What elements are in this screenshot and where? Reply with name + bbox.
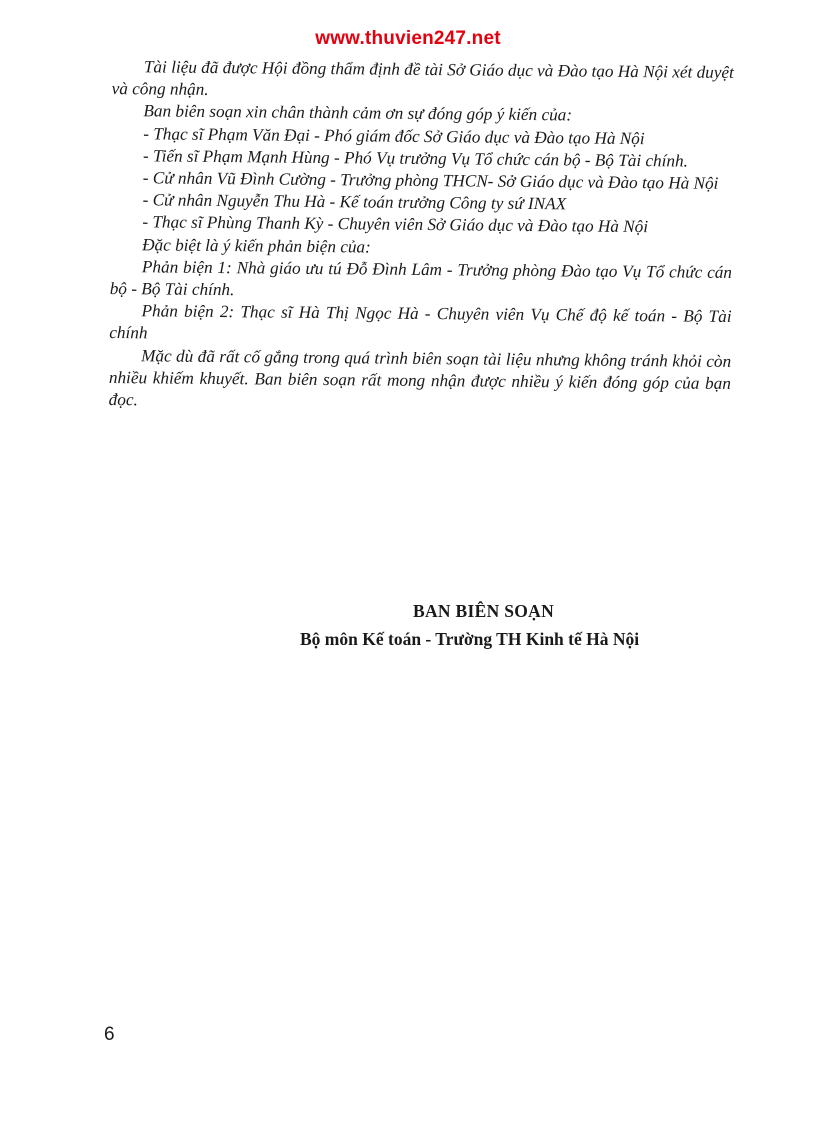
paragraph-thanks-intro: Ban biên soạn xin chân thành cảm ơn sự đóng góp ý kiến của:	[143, 101, 573, 125]
signature-department: Bộ môn Kế toán - Trường TH Kinh tế Hà Nội	[300, 629, 640, 649]
reviewer-item: Phản biện 1: Nhà giáo ưu tú Đỗ Đình Lâm - Trưởng phòng Đào tạo Vụ Tổ chức cán bộ - Bộ Tài chính.	[109, 257, 733, 300]
reviewer-item: Phản biện 2: Thạc sĩ Hà Thị Ngọc Hà - Chuyên viên Vụ Chế độ kế toán - Bộ Tài chính	[109, 301, 732, 343]
paragraph-closing: Mặc dù đã rất cố gắng trong quá trình biên soạn tài liệu nhưng không tránh khỏi còn nhiều khiếm khuyết. Ban biên soạn rất mong nhận được nhiều ý kiến đóng góp của bạn đọc.	[108, 345, 732, 410]
page-number: 6	[104, 1024, 115, 1045]
paragraph-approval: Tài liệu đã được Hội đồng thẩm định đề tài Sở Giáo dục và Đào tạo Hà Nội xét duyệt và công nhận.	[111, 57, 734, 100]
signature-block	[295, 597, 695, 653]
signature-title: BAN BIÊN SOẠN	[413, 601, 555, 621]
contributor-item: - Cử nhân Vũ Đình Cường - Trưởng phòng THCN- Sở Giáo dục và Đào tạo Hà Nội	[142, 168, 719, 193]
contributor-item: - Cử nhân Nguyễn Thu Hà - Kế toán trưởng Công ty sứ INAX	[142, 190, 567, 214]
watermark-url: www.thuvien247.net	[315, 28, 501, 49]
paragraph-review-intro: Đặc biệt là ý kiến phản biện của:	[142, 234, 371, 257]
contributor-item: - Tiến sĩ Phạm Mạnh Hùng - Phó Vụ trưởng Vụ Tổ chức cán bộ - Bộ Tài chính.	[142, 146, 689, 171]
contributor-item: - Thạc sĩ Phùng Thanh Kỳ - Chuyên viên Sở Giáo dục và Đào tạo Hà Nội	[142, 212, 649, 237]
acknowledgement-text	[109, 56, 734, 417]
contributor-item: - Thạc sĩ Phạm Văn Đại - Phó giám đốc Sở Giáo dục và Đào tạo Hà Nội	[143, 123, 645, 148]
